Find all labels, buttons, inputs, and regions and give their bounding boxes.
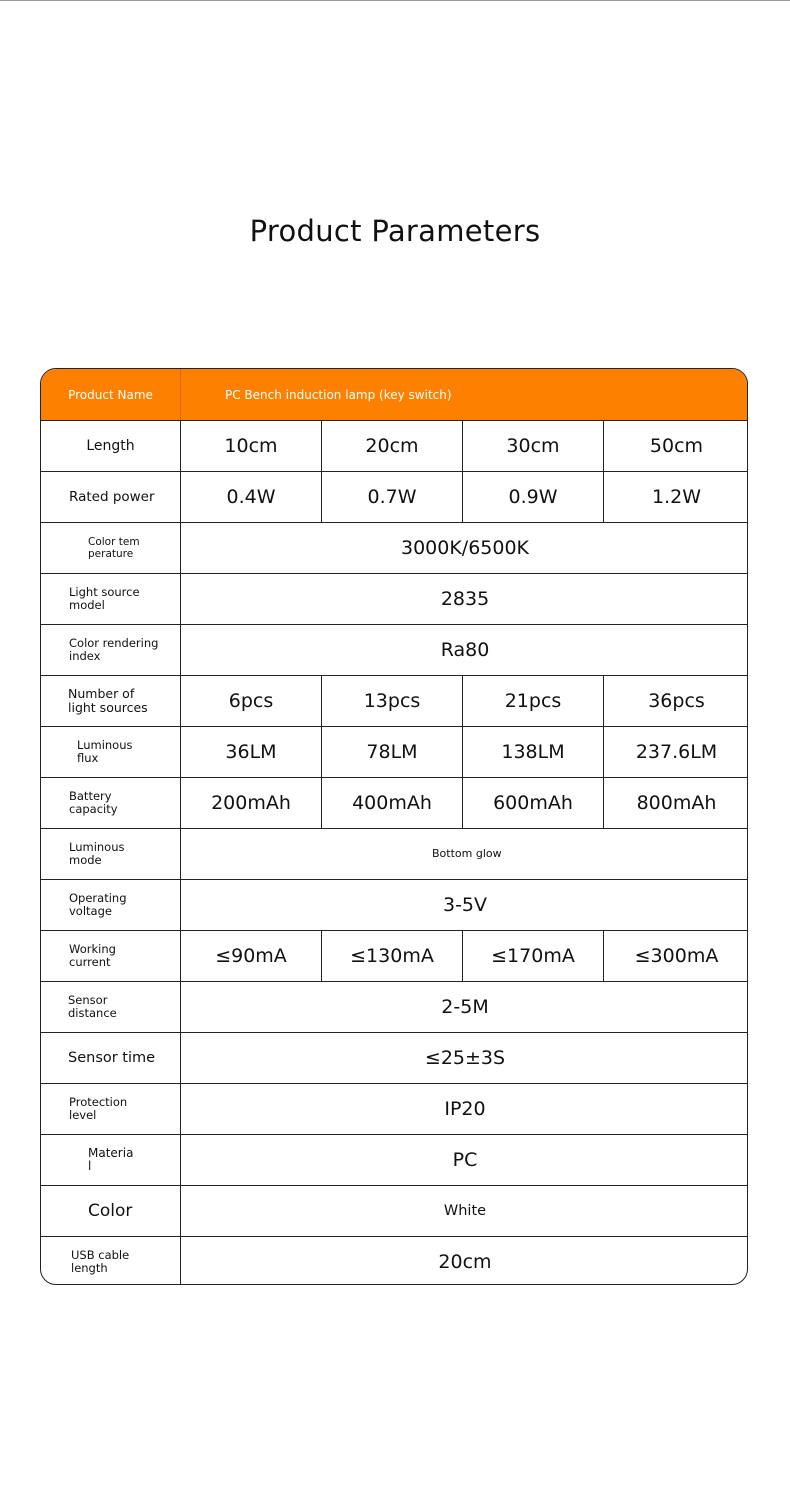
label-line: Materia [88, 1146, 134, 1160]
label-text [69, 1096, 127, 1122]
label-text [68, 687, 148, 715]
label-text [71, 1249, 129, 1275]
row-label [41, 1033, 181, 1083]
value-text [432, 848, 502, 860]
label-line: flux [77, 751, 99, 765]
value-cell [181, 625, 748, 675]
row-label [41, 931, 181, 981]
value-cell [181, 523, 748, 573]
value-cell [181, 829, 748, 879]
value-text: Ra80 [440, 639, 490, 661]
value-line: Bottom [432, 847, 473, 860]
product-name-value [181, 369, 748, 420]
value-cell [463, 727, 604, 777]
table-row-protection-level [41, 1083, 748, 1134]
value-cell [181, 880, 748, 930]
row-label [41, 421, 181, 471]
row-label [41, 880, 181, 930]
row-label [41, 778, 181, 828]
value-cell [463, 676, 604, 726]
label-text: Length [86, 438, 135, 454]
value-cell [604, 727, 748, 777]
table-row-battery-capacity [41, 777, 748, 828]
label-line: voltage [69, 904, 112, 918]
value-cell [181, 1237, 748, 1285]
value-cell [181, 1135, 748, 1185]
row-label [41, 982, 181, 1032]
value-text: 36LM [225, 741, 277, 763]
value-text: 237.6LM [635, 741, 718, 763]
label-line: length [71, 1260, 108, 1275]
value-text: 138LM [501, 741, 565, 763]
value-text: ≤90mA [215, 945, 287, 967]
label-line: Operating [69, 891, 127, 905]
value-cell [322, 778, 463, 828]
value-text: 50cm [649, 435, 704, 457]
value-text: 3-5V [442, 894, 488, 916]
value-text: 400mAh [352, 792, 432, 814]
value-cell [181, 982, 748, 1032]
table-row-color-temperature [41, 522, 748, 573]
value-text: 20cm [365, 435, 419, 457]
label-line: light sources [68, 700, 148, 715]
label-line: distance [68, 1006, 117, 1020]
label-text: Rated power [69, 489, 155, 505]
table-row-luminous-mode [41, 828, 748, 879]
value-text: 13pcs [363, 690, 421, 712]
value-text: 36pcs [648, 690, 705, 712]
table-row-color [41, 1185, 748, 1236]
row-label [41, 1135, 181, 1185]
row-label [41, 1084, 181, 1134]
label-text [69, 943, 116, 969]
value-text: 10cm [224, 435, 278, 457]
row-label [41, 574, 181, 624]
table-row-usb-cable-length [41, 1236, 748, 1285]
table-row-operating-voltage [41, 879, 748, 930]
value-text: 2-5M [441, 996, 489, 1018]
label-text: Color [88, 1201, 133, 1221]
value-text: ≤170mA [491, 945, 575, 967]
value-cell [322, 421, 463, 471]
value-text: 0.4W [226, 486, 276, 508]
value-cell [463, 472, 604, 522]
row-label [41, 369, 181, 420]
value-cell [181, 421, 322, 471]
value-cell [181, 1084, 748, 1134]
label-line: USB cable [71, 1247, 130, 1262]
label-text [68, 994, 117, 1020]
value-text: 6pcs [228, 690, 274, 712]
label-text [69, 637, 158, 663]
value-cell [604, 472, 748, 522]
row-label [41, 523, 181, 573]
label-text [69, 790, 118, 816]
label-text [69, 586, 140, 612]
label-text: Product Name [68, 387, 153, 402]
label-line: Light source [69, 585, 140, 599]
row-label [41, 472, 181, 522]
value-text: ≤130mA [350, 945, 434, 967]
label-text [69, 841, 125, 867]
label-line: index [69, 649, 101, 663]
value-text: 0.7W [367, 486, 417, 508]
value-cell [604, 778, 748, 828]
top-divider [0, 0, 790, 1]
value-cell [604, 421, 748, 471]
row-label [41, 625, 181, 675]
label-line: capacity [69, 802, 118, 816]
value-text: White [443, 1203, 487, 1219]
value-text: PC [452, 1149, 478, 1171]
value-cell [322, 676, 463, 726]
label-line: l [88, 1159, 92, 1173]
table-row-number-of-light-sources [41, 675, 748, 726]
table-row-light-source-model [41, 573, 748, 624]
table-row-product-name [41, 369, 748, 420]
label-line: Color rendering [69, 636, 159, 650]
label-line: level [69, 1108, 97, 1122]
value-text: 78LM [366, 741, 418, 763]
row-label [41, 1186, 181, 1236]
label-text [69, 892, 127, 918]
value-cell [604, 931, 748, 981]
value-line: glow [475, 847, 502, 860]
value-text: 3000K/6500K [400, 537, 530, 559]
table-row-material [41, 1134, 748, 1185]
value-cell [322, 472, 463, 522]
label-line: Number of [68, 686, 135, 701]
label-line: perature [88, 548, 134, 560]
value-text: ≤300mA [634, 945, 719, 967]
table-row-working-current [41, 930, 748, 981]
row-label [41, 727, 181, 777]
label-text [88, 536, 140, 560]
label-line: model [69, 598, 105, 612]
value-text: 21pcs [504, 690, 562, 712]
label-text: Sensor time [68, 1050, 156, 1066]
value-text: 2835 [440, 588, 490, 610]
label-line: current [69, 955, 111, 969]
label-text [88, 1147, 133, 1173]
label-line: Luminous [69, 840, 125, 854]
value-text: 30cm [506, 435, 560, 457]
value-cell [322, 727, 463, 777]
label-line: Battery [69, 789, 112, 803]
value-text: IP20 [444, 1098, 486, 1120]
value-cell [463, 931, 604, 981]
value-cell [181, 727, 322, 777]
row-label [41, 676, 181, 726]
value-cell [322, 931, 463, 981]
value-text: 1.2W [651, 486, 701, 508]
value-cell [181, 931, 322, 981]
label-text [77, 739, 133, 765]
value-text: 600mAh [493, 792, 573, 814]
label-line: Working [69, 942, 116, 956]
value-cell [181, 778, 322, 828]
table-row-color-rendering-index [41, 624, 748, 675]
value-cell [181, 574, 748, 624]
label-line: mode [69, 853, 102, 867]
table-row-sensor-distance [41, 981, 748, 1032]
value-cell [463, 421, 604, 471]
row-label [41, 829, 181, 879]
page-title: Product Parameters [249, 214, 541, 248]
value-cell [181, 1186, 748, 1236]
value-cell [181, 472, 322, 522]
value-text: PC Bench induction lamp (key switch) [225, 387, 452, 402]
label-line: Protection [69, 1095, 128, 1109]
row-label [41, 1237, 181, 1285]
table-row-luminous-flux [41, 726, 748, 777]
value-text: 20cm [438, 1250, 492, 1273]
value-text: 200mAh [211, 792, 291, 814]
value-cell [181, 676, 322, 726]
table-row-length [41, 420, 748, 471]
value-cell [463, 778, 604, 828]
parameters-table [40, 368, 748, 1285]
label-line: Luminous [77, 738, 133, 752]
value-cell [181, 1033, 748, 1083]
value-text: 0.9W [508, 486, 558, 508]
table-row-rated-power [41, 471, 748, 522]
table-row-sensor-time [41, 1032, 748, 1083]
value-text: 800mAh [636, 792, 717, 814]
label-line: Sensor [68, 993, 108, 1007]
value-cell [604, 676, 748, 726]
label-line: Color tem [88, 536, 140, 548]
value-text: ≤25±3S [424, 1047, 506, 1069]
